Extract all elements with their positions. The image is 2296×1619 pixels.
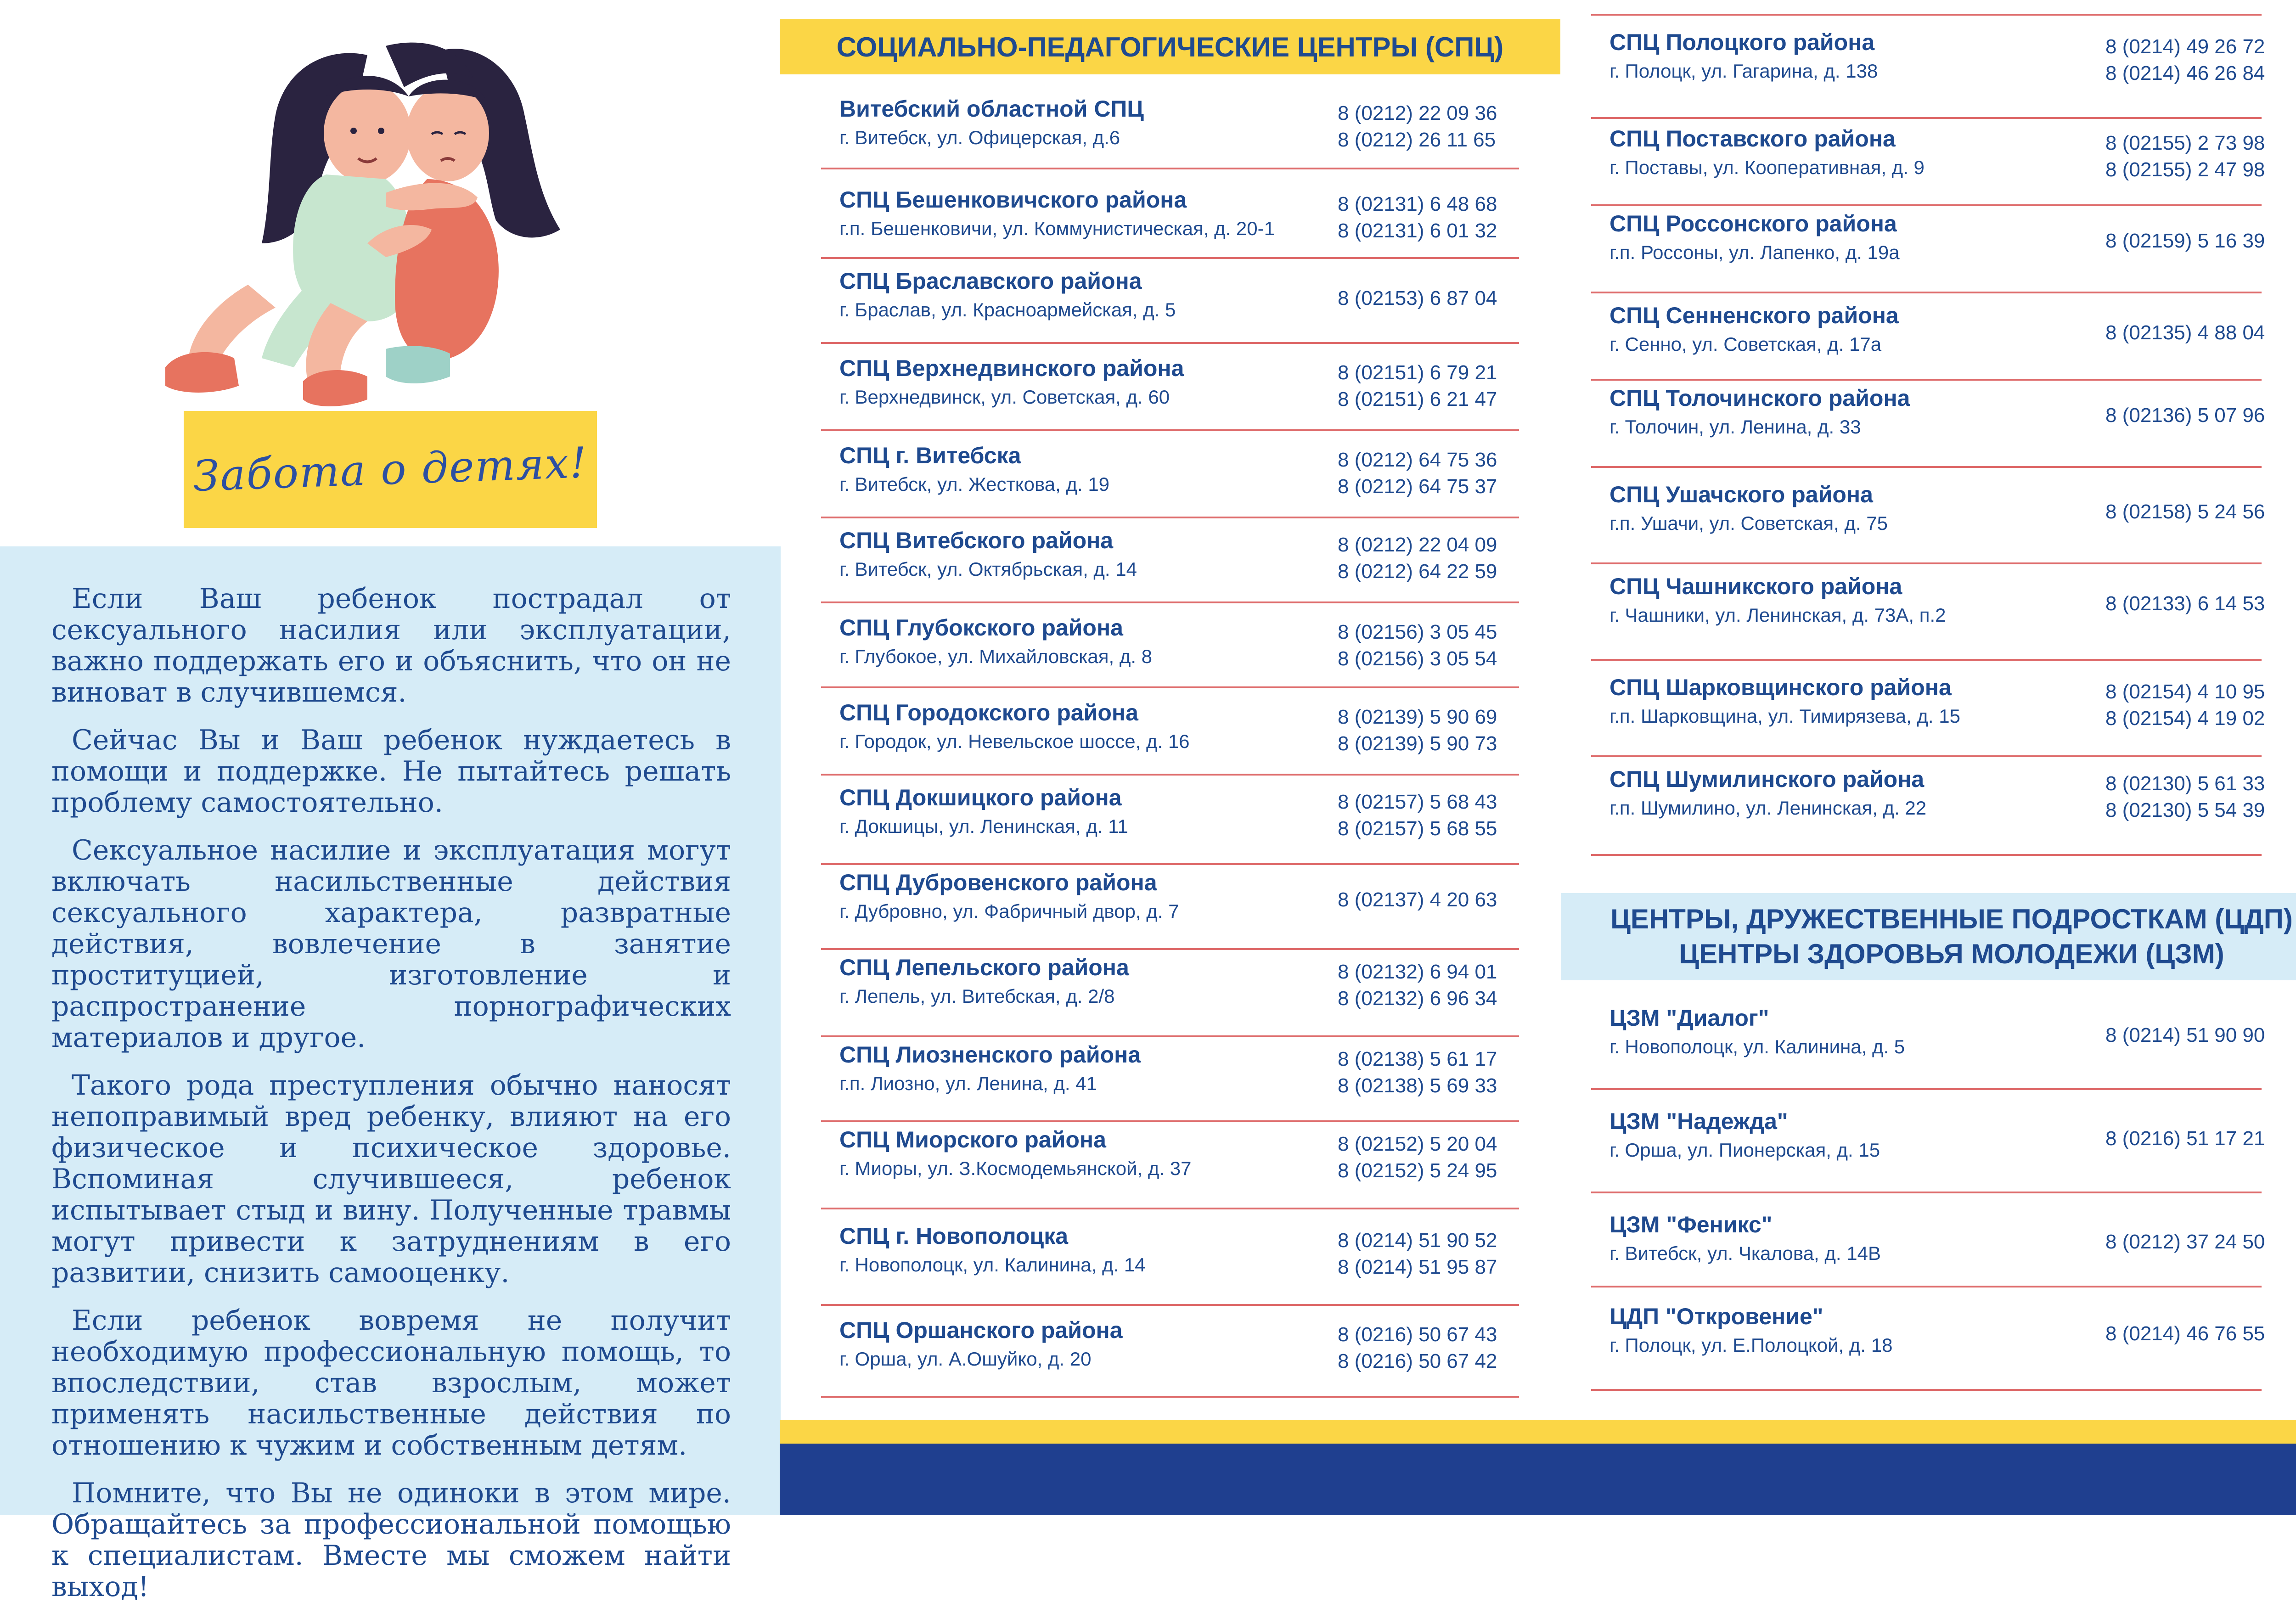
phone-number: 8 (02158) 5 24 56 <box>2105 500 2265 523</box>
center-name: ЦЗМ "Феникс" <box>1609 1212 1773 1237</box>
center-name: СПЦ Докшицкого района <box>839 785 1122 810</box>
center-entry <box>839 347 1528 416</box>
info-paragraph: Сейчас Вы и Ваш ребенок нуждаетесь в помощи и поддержке. Не пытайтесь решать проблему самостоятельно. <box>51 724 731 819</box>
banner-title: Забота о детях! <box>192 438 589 501</box>
center-phones <box>2105 402 2265 429</box>
phone-number: 8 (0214) 51 90 90 <box>2105 1024 2265 1046</box>
center-name: ЦЗМ "Диалог" <box>1609 1005 1769 1031</box>
center-phones <box>2105 320 2265 346</box>
center-address: г.п. Лиозно, ул. Ленина, д. 41 <box>839 1073 1097 1094</box>
center-name: СПЦ Оршанского района <box>839 1317 1123 1343</box>
phone-number: 8 (02139) 5 90 69 <box>1338 706 1497 728</box>
center-entry <box>839 691 1528 760</box>
cdp-header-line-2: ЦЕНТРЫ ЗДОРОВЬЯ МОЛОДЕЖИ (ЦЗМ) <box>1679 939 2224 969</box>
center-phones <box>2105 130 2265 183</box>
info-paragraph: Сексуальное насилие и эксплуатация могут включать насильственные действия сексуального характера, развратные действия, вовлечение в занятие проституцией, изготовление и распространение порнографических материалов и другое. <box>51 834 731 1054</box>
phone-number: 8 (0214) 46 26 84 <box>2105 62 2265 84</box>
footer-navy-bar <box>780 1444 2296 1515</box>
phone-number: 8 (02136) 5 07 96 <box>2105 404 2265 427</box>
center-name: ЦДП "Откровение" <box>1609 1304 1823 1329</box>
center-entry <box>839 1214 1528 1283</box>
phone-number: 8 (02132) 6 96 34 <box>1338 987 1497 1010</box>
phone-number: 8 (02155) 2 47 98 <box>2105 158 2265 181</box>
care-for-children-banner <box>184 411 597 528</box>
center-name: СПЦ Глубокского района <box>839 615 1123 641</box>
center-phones <box>1338 619 1497 672</box>
center-phones <box>2105 770 2265 824</box>
phone-number: 8 (02154) 4 10 95 <box>2105 680 2265 703</box>
phone-number: 8 (02152) 5 20 04 <box>1338 1133 1497 1155</box>
phone-number: 8 (02130) 5 54 39 <box>2105 799 2265 821</box>
center-address: г. Новополоцк, ул. Калинина, д. 5 <box>1609 1036 1905 1057</box>
row-separator <box>1591 1286 2262 1287</box>
center-phones <box>1338 704 1497 757</box>
row-separator <box>821 342 1519 344</box>
center-entry <box>839 1309 1528 1377</box>
row-separator <box>821 168 1519 169</box>
center-address: г. Глубокое, ул. Михайловская, д. 8 <box>839 646 1153 667</box>
center-name: СПЦ Полоцкого района <box>1609 29 1875 55</box>
row-separator <box>1591 755 2262 757</box>
phone-number: 8 (0214) 46 76 55 <box>2105 1322 2265 1345</box>
phone-number: 8 (02151) 6 79 21 <box>1338 361 1497 384</box>
center-name: СПЦ Чашникского района <box>1609 573 1902 599</box>
center-name: ЦЗМ "Надежда" <box>1609 1108 1788 1134</box>
center-phones <box>1338 532 1497 585</box>
row-separator <box>1591 14 2262 16</box>
phone-number: 8 (0216) 50 67 43 <box>1338 1323 1497 1346</box>
center-phones <box>2105 679 2265 732</box>
center-phones <box>1338 285 1497 312</box>
center-name: СПЦ Шумилинского района <box>1609 766 1925 792</box>
row-separator <box>821 1304 1519 1306</box>
center-address: г. Орша, ул. А.Ошуйко, д. 20 <box>839 1348 1092 1370</box>
phone-number: 8 (02157) 5 68 55 <box>1338 817 1497 840</box>
center-address: г. Полоцк, ул. Е.Полоцкой, д. 18 <box>1609 1334 1893 1356</box>
center-entry <box>839 434 1528 503</box>
phone-number: 8 (02155) 2 73 98 <box>2105 132 2265 154</box>
center-name: СПЦ Бешенковичского района <box>839 187 1187 213</box>
center-entry <box>839 519 1528 588</box>
phone-number: 8 (02135) 4 88 04 <box>2105 321 2265 344</box>
phone-number: 8 (02138) 5 69 33 <box>1338 1074 1497 1097</box>
center-name: СПЦ Лиозненского района <box>839 1042 1141 1068</box>
center-name: СПЦ Дубровенского района <box>839 870 1157 895</box>
center-address: г. Миоры, ул. З.Космодемьянской, д. 37 <box>839 1158 1192 1179</box>
row-separator <box>1591 1088 2262 1090</box>
phone-number: 8 (02156) 3 05 54 <box>1338 647 1497 670</box>
row-separator <box>821 686 1519 688</box>
center-address: г. Орша, ул. Пионерская, д. 15 <box>1609 1139 1880 1161</box>
center-phones <box>1338 1131 1497 1184</box>
phone-number: 8 (02139) 5 90 73 <box>1338 732 1497 755</box>
center-name: Витебский областной СПЦ <box>839 96 1144 122</box>
phone-number: 8 (0212) 22 09 36 <box>1338 102 1497 124</box>
phone-number: 8 (0216) 50 67 42 <box>1338 1350 1497 1372</box>
phone-number: 8 (02152) 5 24 95 <box>1338 1159 1497 1182</box>
center-phones <box>1338 1321 1497 1375</box>
phone-number: 8 (02133) 6 14 53 <box>2105 592 2265 615</box>
center-entry <box>839 776 1528 845</box>
center-name: СПЦ г. Новополоцка <box>839 1223 1069 1249</box>
row-separator <box>821 1208 1519 1209</box>
center-entry <box>839 606 1528 675</box>
center-entry <box>839 178 1528 247</box>
center-name: СПЦ Поставского района <box>1609 126 1896 152</box>
center-address: г. Витебск, ул. Жесткова, д. 19 <box>839 473 1110 495</box>
center-address: г. Дубровно, ул. Фабричный двор, д. 7 <box>839 900 1179 922</box>
center-phones <box>1338 1046 1497 1099</box>
center-phones <box>1338 959 1497 1012</box>
center-name: СПЦ Верхнедвинского района <box>839 355 1184 381</box>
center-entry <box>839 946 1528 1015</box>
center-entry <box>1609 377 2289 445</box>
center-address: г.п. Бешенковичи, ул. Коммунистическая, д. 20-1 <box>839 218 1275 239</box>
phone-number: 8 (02130) 5 61 33 <box>2105 772 2265 795</box>
spc-header-title: СОЦИАЛЬНО-ПЕДАГОГИЧЕСКИЕ ЦЕНТРЫ (СПЦ) <box>836 31 1504 62</box>
center-address: г. Верхнедвинск, ул. Советская, д. 60 <box>839 386 1170 408</box>
center-address: г. Полоцк, ул. Гагарина, д. 138 <box>1609 60 1878 82</box>
center-entry <box>839 861 1528 930</box>
center-entry <box>1609 666 2289 735</box>
phone-number: 8 (02153) 6 87 04 <box>1338 287 1497 309</box>
center-phones <box>2105 590 2265 617</box>
phone-number: 8 (02151) 6 21 47 <box>1338 388 1497 410</box>
center-address: г. Толочин, ул. Ленина, д. 33 <box>1609 416 1861 438</box>
phone-number: 8 (0214) 49 26 72 <box>2105 35 2265 58</box>
center-entry <box>1609 473 2289 542</box>
center-phones <box>1338 447 1497 500</box>
center-address: г. Витебск, ул. Октябрьская, д. 14 <box>839 558 1137 580</box>
center-phones <box>2105 34 2265 87</box>
cdp-section-header <box>1561 893 2296 980</box>
spc-section-header <box>780 19 1560 74</box>
center-address: г. Сенно, ул. Советская, д. 17а <box>1609 333 1882 355</box>
center-entry <box>839 1033 1528 1102</box>
info-paragraph: Такого рода преступления обычно наносят непоправимый вред ребенку, влияют на его физическое и психическое здоровье. Вспоминая случившееся, ребенок испытывает стыд и вину. Полученные травмы могут привести к затруднениям в его развитии, снизить самооценку. <box>51 1069 731 1289</box>
row-separator <box>821 774 1519 776</box>
info-paragraph: Помните, что Вы не одиноки в этом мире. Обращайтесь за профессиональной помощью к специалистам. Вместе мы сможем найти выход! <box>51 1477 731 1603</box>
row-separator <box>1591 466 2262 468</box>
center-address: г. Браслав, ул. Красноармейская, д. 5 <box>839 299 1176 320</box>
center-address: г.п. Ушачи, ул. Советская, д. 75 <box>1609 512 1888 534</box>
center-entry <box>1609 1203 2289 1272</box>
phone-number: 8 (02137) 4 20 63 <box>1338 888 1497 911</box>
row-separator <box>1591 1192 2262 1193</box>
center-entry <box>1609 117 2289 186</box>
center-entry <box>839 259 1528 328</box>
center-phones <box>1338 789 1497 842</box>
phone-number: 8 (0212) 37 24 50 <box>2105 1231 2265 1253</box>
center-entry <box>1609 21 2289 90</box>
phone-number: 8 (02156) 3 05 45 <box>1338 621 1497 643</box>
row-separator <box>1591 854 2262 856</box>
row-separator <box>821 257 1519 259</box>
phone-number: 8 (02138) 5 61 17 <box>1338 1048 1497 1070</box>
info-text <box>51 583 731 1619</box>
center-entry <box>1609 758 2289 826</box>
center-phones <box>2105 228 2265 254</box>
center-phones <box>2105 1022 2265 1049</box>
center-address: г.п. Россоны, ул. Лапенко, д. 19а <box>1609 242 1900 263</box>
center-entry <box>839 87 1528 156</box>
center-entry <box>1609 565 2289 634</box>
phone-number: 8 (02154) 4 19 02 <box>2105 707 2265 730</box>
center-entry <box>839 1118 1528 1187</box>
phone-number: 8 (0212) 64 75 36 <box>1338 449 1497 471</box>
phone-number: 8 (0214) 51 95 87 <box>1338 1256 1497 1278</box>
center-phones <box>1338 360 1497 413</box>
footer-yellow-stripe <box>780 1420 2296 1444</box>
center-phones <box>2105 1321 2265 1347</box>
row-separator <box>821 429 1519 431</box>
center-phones <box>1338 887 1497 913</box>
center-entry <box>1609 1100 2289 1169</box>
center-address: г. Лепель, ул. Витебская, д. 2/8 <box>839 985 1115 1007</box>
phone-number: 8 (02131) 6 01 32 <box>1338 219 1497 242</box>
center-address: г. Новополоцк, ул. Калинина, д. 14 <box>839 1254 1146 1276</box>
center-entry <box>1609 202 2289 271</box>
row-separator <box>1591 659 2262 661</box>
row-separator <box>1591 292 2262 293</box>
phone-number: 8 (02159) 5 16 39 <box>2105 230 2265 252</box>
center-phones <box>2105 1229 2265 1255</box>
center-address: г. Витебск, ул. Офицерская, д.6 <box>839 127 1120 148</box>
center-address: г. Витебск, ул. Чкалова, д. 14В <box>1609 1242 1881 1264</box>
cdp-header-line-1: ЦЕНТРЫ, ДРУЖЕСТВЕННЫЕ ПОДРОСТКАМ (ЦДП) <box>1610 904 2293 934</box>
phone-number: 8 (02132) 6 94 01 <box>1338 961 1497 983</box>
center-address: г.п. Шарковщина, ул. Тимирязева, д. 15 <box>1609 705 1960 727</box>
center-phones <box>2105 499 2265 525</box>
center-name: СПЦ Лепельского района <box>839 955 1129 980</box>
center-name: СПЦ Витебского района <box>839 528 1114 553</box>
center-phones <box>2105 1125 2265 1152</box>
phone-number: 8 (02131) 6 48 68 <box>1338 193 1497 215</box>
info-paragraph: Если ребенок вовремя не получит необходимую профессиональную помощь, то впоследствии, став взрослым, может применять насильственные действия по отношению к чужим и собственным детям. <box>51 1304 731 1462</box>
center-entry <box>1609 294 2289 363</box>
center-address: г.п. Шумилино, ул. Ленинская, д. 22 <box>1609 797 1927 819</box>
center-name: СПЦ г. Витебска <box>839 443 1021 468</box>
center-address: г. Поставы, ул. Кооперативная, д. 9 <box>1609 157 1925 178</box>
row-separator <box>821 602 1519 603</box>
center-name: СПЦ Браславского района <box>839 268 1142 294</box>
center-address: г. Городок, ул. Невельское шоссе, д. 16 <box>839 731 1190 752</box>
center-name: СПЦ Городокского района <box>839 700 1138 725</box>
center-phones <box>1338 1227 1497 1281</box>
phone-number: 8 (0214) 51 90 52 <box>1338 1229 1497 1252</box>
center-address: г. Чашники, ул. Ленинская, д. 73А, п.2 <box>1609 604 1946 626</box>
center-name: СПЦ Толочинского района <box>1609 385 1910 411</box>
phone-number: 8 (0212) 26 11 65 <box>1338 129 1496 151</box>
phone-number: 8 (0212) 64 75 37 <box>1338 475 1497 498</box>
center-phones <box>1338 100 1497 153</box>
center-name: СПЦ Россонского района <box>1609 211 1897 236</box>
phone-number: 8 (0212) 64 22 59 <box>1338 560 1497 583</box>
row-separator <box>821 517 1519 518</box>
phone-number: 8 (0212) 22 04 09 <box>1338 534 1497 556</box>
center-name: СПЦ Ушачского района <box>1609 482 1873 507</box>
center-name: СПЦ Шарковщинского района <box>1609 675 1952 700</box>
center-address: г. Докшицы, ул. Ленинская, д. 11 <box>839 815 1128 837</box>
center-entry <box>1609 996 2289 1065</box>
phone-number: 8 (0216) 51 17 21 <box>2105 1127 2265 1150</box>
center-phones <box>1338 191 1497 244</box>
two-girls-illustration <box>110 28 689 422</box>
info-paragraph: Если Ваш ребенок пострадал от сексуального насилия или эксплуатации, важно поддержать его и объяснить, что он не виноват в случившемся. <box>51 583 731 708</box>
row-separator <box>1591 1389 2262 1391</box>
row-separator <box>1591 562 2262 564</box>
center-name: СПЦ Сенненского района <box>1609 303 1899 328</box>
row-separator <box>821 1396 1519 1398</box>
phone-number: 8 (02157) 5 68 43 <box>1338 791 1497 813</box>
center-entry <box>1609 1295 2289 1364</box>
center-name: СПЦ Миорского района <box>839 1127 1106 1152</box>
